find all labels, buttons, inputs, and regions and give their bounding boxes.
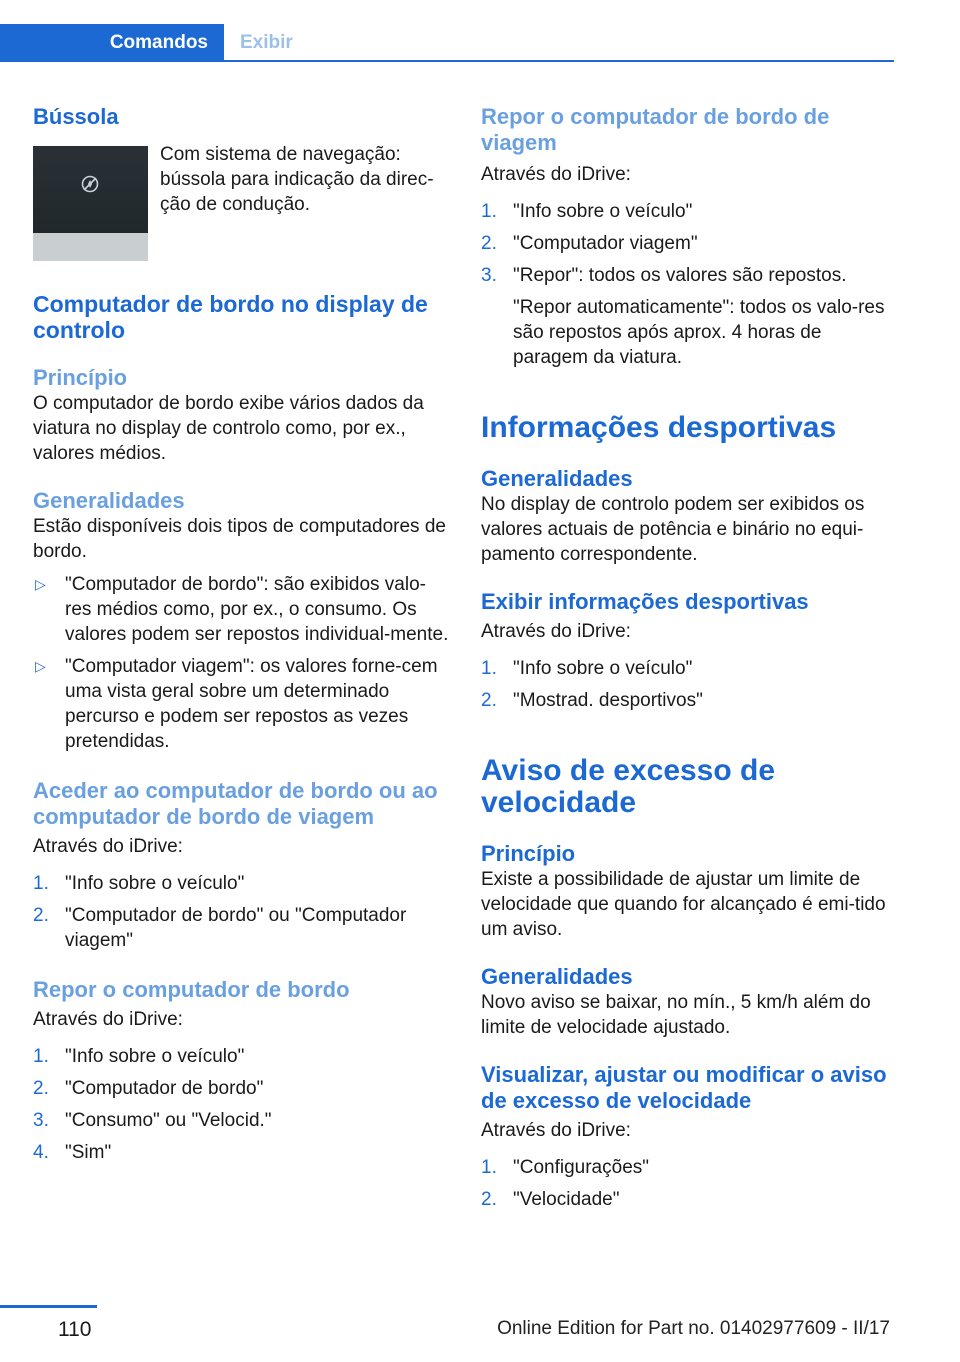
repor-viagem-note: "Repor automaticamente": todos os valo‐res são repostos após aprox. 4 horas de paragem da viatura. xyxy=(513,297,885,368)
list-item: 1. "Info sobre o veículo" xyxy=(33,1046,245,1067)
sport-general-title: Generalidades xyxy=(481,466,633,491)
sport-show-intro: Através do iDrive: xyxy=(481,621,631,642)
list-item: 1. "Info sobre o veículo" xyxy=(33,873,245,894)
section-title-desportivas: Informações desportivas xyxy=(481,411,837,444)
list-item: 3. "Consumo" ou "Velocid." xyxy=(33,1110,272,1131)
footer-rule xyxy=(0,1305,97,1308)
generalidades-title: Generalidades xyxy=(33,488,185,513)
speed-principio-text: Existe a possibilidade de ajustar um limite de velocidade que quando for alcançado é emi‐tido um aviso. xyxy=(481,869,886,940)
list-item: 2. "Velocidade" xyxy=(481,1189,620,1210)
tab-exibir[interactable]: Exibir xyxy=(240,32,293,53)
section-title-computador: Computador de bordo no display de controlo xyxy=(33,291,428,343)
aceder-title: Aceder ao computador de bordo ou ao computador de bordo de viagem xyxy=(33,778,438,829)
repor-title: Repor o computador de bordo xyxy=(33,977,350,1002)
list-item: ▷ "Computador viagem": os valores forne‐cem uma vista geral sobre um determinado percurso e podem ser repostos as vezes pretendidas. xyxy=(35,656,438,752)
repor-viagem-title: Repor o computador de bordo de viagem xyxy=(481,104,830,155)
generalidades-text: Estão disponíveis dois tipos de computadores de bordo. xyxy=(33,516,446,562)
tab-comandos[interactable]: Comandos xyxy=(0,24,224,62)
list-item: ▷ "Computador de bordo": são exibidos valo‐res médios como, por ex., o consumo. Os valores podem ser repostos individual‐mente. xyxy=(35,574,449,645)
list-item: 2. "Computador de bordo" ou "Computador viagem" xyxy=(33,905,407,951)
section-title-velocidade: Aviso de excesso de velocidade xyxy=(481,754,776,819)
speed-principio-title: Princípio xyxy=(481,841,576,866)
left-column xyxy=(33,104,449,1165)
compass-section xyxy=(33,104,449,284)
tab-underline xyxy=(0,60,894,62)
speed-general-text: Novo aviso se baixar, no mín., 5 km/h além do limite de velocidade ajustado. xyxy=(481,992,871,1038)
speed-vis-steps xyxy=(481,1155,897,1212)
repor-intro: Através do iDrive: xyxy=(33,1009,183,1030)
compass-text: Com sistema de navegação: bússola para indicação da direc‐ção de condução. xyxy=(160,144,434,215)
speed-general-title: Generalidades xyxy=(481,964,633,989)
list-item: 1. "Configurações" xyxy=(481,1157,650,1178)
repor-steps xyxy=(33,1044,449,1165)
aceder-steps xyxy=(33,871,449,953)
speed-vis-intro: Através do iDrive: xyxy=(481,1120,631,1141)
repor-viagem-intro: Através do iDrive: xyxy=(481,164,631,185)
right-column xyxy=(481,104,897,1212)
list-item: 4. "Sim" xyxy=(33,1142,112,1163)
list-item: 1. "Info sobre o veículo" xyxy=(481,201,693,222)
sport-general-text: No display de controlo podem ser exibidos os valores actuais de potência e binário no equi‐pamento correspondente. xyxy=(481,494,865,565)
computer-type-list xyxy=(33,572,449,754)
aceder-intro: Através do iDrive: xyxy=(33,836,183,857)
principio-text: O computador de bordo exibe vários dados da viatura no display de controlo como, por ex., valores médios. xyxy=(33,393,424,464)
compass-icon xyxy=(80,174,100,194)
compass-screen-image xyxy=(33,146,148,261)
repor-viagem-steps xyxy=(481,199,897,288)
sport-show-steps xyxy=(481,656,897,713)
principio-title: Princípio xyxy=(33,365,128,390)
list-item: 2. "Computador viagem" xyxy=(481,233,698,254)
chapter-tabs xyxy=(0,24,894,62)
page-number: 110 xyxy=(58,1318,92,1341)
sport-show-title: Exibir informações desportivas xyxy=(481,589,809,614)
edition-text: Online Edition for Part no. 01402977609 - II/17 xyxy=(497,1318,890,1339)
list-item: 2. "Computador de bordo" xyxy=(33,1078,264,1099)
list-item: 3. "Repor": todos os valores são repostos. xyxy=(481,265,847,286)
compass-title: Bússola xyxy=(33,104,119,129)
speed-vis-title: Visualizar, ajustar ou modificar o aviso de excesso de velocidade xyxy=(481,1062,887,1113)
list-item: 2. "Mostrad. desportivos" xyxy=(481,690,703,711)
list-item: 1. "Info sobre o veículo" xyxy=(481,658,693,679)
